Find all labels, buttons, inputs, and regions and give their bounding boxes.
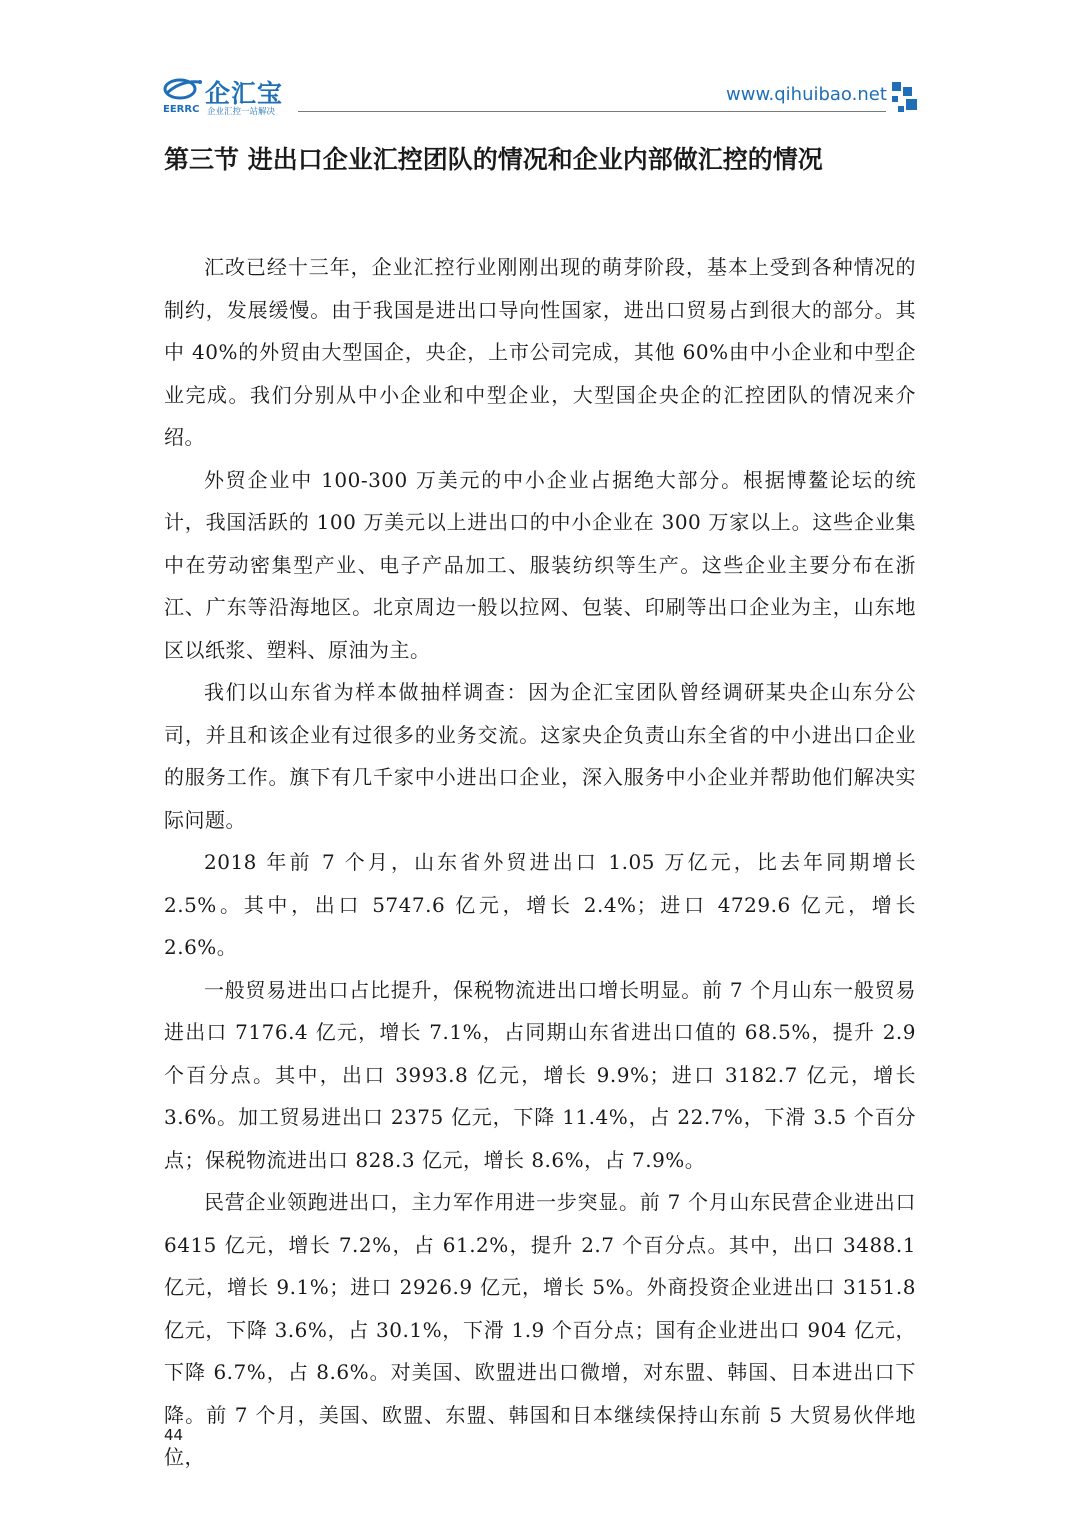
pixel-squares-icon: [892, 82, 918, 114]
site-url-link[interactable]: www.qihuibao.net: [726, 84, 887, 105]
paragraph: 民营企业领跑进出口，主力军作用进一步突显。前 7 个月山东民营企业进出口 6415 亿元，增长 7.2%，占 61.2%，提升 2.7 个百分点。其中，出口 3488.1 亿元，增长 9.1%；进口 2926.9 亿元，增长 5%。外商投资企业进出口 3151.8 亿元，下降 3.6%，占 30.1%，下滑 1.9 个百分点；国有企业进出口 904 亿元，下降 6.7%，占 8.6%。对美国、欧盟进出口微增，对东盟、韩国、日本进出口下降。前 7 个月，美国、欧盟、东盟、韩国和日本继续保持山东前 5 大贸易伙伴地位，: [164, 1190, 916, 1469]
logo-english-text: EERRC: [163, 104, 200, 115]
logo-chinese-text: 企汇宝: [205, 79, 284, 108]
body-text: [164, 246, 916, 1479]
globe-logo-icon: [163, 76, 203, 102]
paragraph: 汇改已经十三年，企业汇控行业刚刚出现的萌芽阶段，基本上受到各种情况的制约，发展缓慢。由于我国是进出口导向性国家，进出口贸易占到很大的部分。其中 40%的外贸由大型国企，央企，上市公司完成，其他 60%由中小企业和中型企业完成。我们分别从中小企业和中型企业，大型国企央企的汇控团队的情况来介绍。: [164, 255, 916, 449]
section-title: 第三节 进出口企业汇控团队的情况和企业内部做汇控的情况: [164, 145, 823, 174]
qihuibao-logo[interactable]: [163, 76, 288, 118]
page-number: 44: [164, 1426, 184, 1444]
paragraph: 2018 年前 7 个月，山东省外贸进出口 1.05 万亿元，比去年同期增长 2.5%。其中，出口 5747.6 亿元，增长 2.4%；进口 4729.6 亿元，增长 2.6%。: [164, 850, 916, 959]
paragraph: 一般贸易进出口占比提升，保税物流进出口增长明显。前 7 个月山东一般贸易进出口 7176.4 亿元，增长 7.1%，占同期山东省进出口值的 68.5%，提升 2.9 个百分点。其中，出口 3993.8 亿元，增长 9.9%；进口 3182.7 亿元，增长 3.6%。加工贸易进出口 2375 亿元，下降 11.4%，占 22.7%，下滑 3.5 个百分点；保税物流进出口 828.3 亿元，增长 8.6%，占 7.9%。: [164, 977, 916, 1172]
paragraph: 我们以山东省为样本做抽样调查：因为企汇宝团队曾经调研某央企山东分公司，并且和该企业有过很多的业务交流。这家央企负责山东全省的中小进出口企业的服务工作。旗下有几千家中小进出口企业，深入服务中小企业并帮助他们解决实际问题。: [164, 680, 916, 832]
paragraph: 外贸企业中 100-300 万美元的中小企业占据绝大部分。根据博鳌论坛的统计，我国活跃的 100 万美元以上进出口的中小企业在 300 万家以上。这些企业集中在劳动密集型产业、电子产品加工、服装纺织等生产。这些企业主要分布在浙江、广东等沿海地区。北京周边一般以拉网、包装、印刷等出口企业为主，山东地区以纸浆、塑料、原油为主。: [164, 467, 916, 662]
logo-slogan: 企业汇控一站解决: [207, 107, 276, 117]
page-header: [0, 0, 1080, 130]
header-divider: [298, 111, 886, 112]
